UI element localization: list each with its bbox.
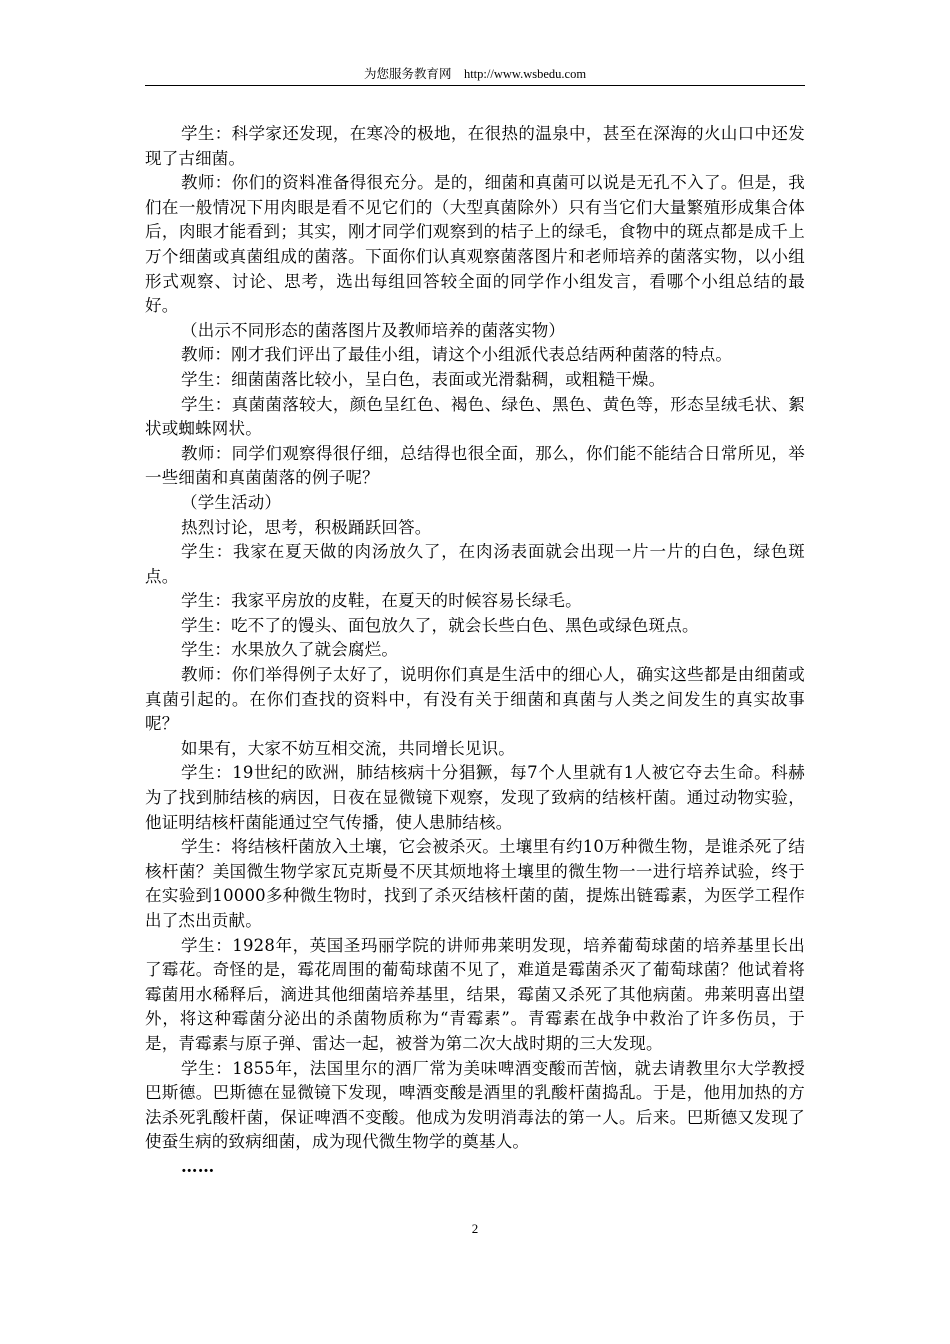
paragraph: 热烈讨论，思考，积极踊跃回答。 bbox=[181, 517, 432, 537]
paragraph: 学生：真菌菌落较大，颜色呈红色、褐色、绿色、黑色、黄色等，形态呈绒毛状、絮状或蜘蛛网状。 bbox=[145, 394, 805, 439]
paragraph: 学生：我家平房放的皮鞋，在夏天的时候容易长绿毛。 bbox=[181, 591, 582, 611]
header-url: http://www.wsbedu.com bbox=[463, 67, 587, 81]
document-body bbox=[145, 122, 805, 1180]
page-number: 2 bbox=[471, 1221, 479, 1236]
paragraph: （出示不同形态的菌落图片及教师培养的菌落实物） bbox=[181, 320, 566, 340]
header-divider bbox=[145, 85, 805, 86]
paragraph: 学生：吃不了的馒头、面包放久了，就会长些白色、黑色或绿色斑点。 bbox=[181, 615, 699, 635]
paragraph: 如果有，大家不妨互相交流，共同增长见识。 bbox=[181, 738, 515, 758]
paragraph: 学生：我家在夏天做的肉汤放久了，在肉汤表面就会出现一片一片的白色，绿色斑点。 bbox=[145, 542, 805, 586]
paragraph: 学生：水果放久了就会腐烂。 bbox=[181, 640, 399, 660]
paragraph: 学生：科学家还发现，在寒冷的极地，在很热的温泉中，甚至在深海的火山口中还发现了古细菌。 bbox=[145, 124, 805, 168]
page-header bbox=[145, 66, 805, 82]
paragraph: 教师：你们举得例子太好了，说明你们真是生活中的细心人，确实这些都是由细菌或真菌引起的。在你们查找的资料中，有没有关于细菌和真菌与人类之间发生的真实故事呢？ bbox=[145, 665, 805, 734]
header-site-name: 为您服务教育网 bbox=[363, 67, 452, 81]
paragraph: 学生：1855年，法国里尔的酒厂常为美味啤酒变酸而苦恼，就去请教里尔大学教授巴斯德。巴斯德在显微镜下发现，啤酒变酸是酒里的乳酸杆菌捣乱。于是，他用加热的方法杀死乳酸杆菌，保证啤酒不变酸。他成为发明消毒法的第一人。后来。巴斯德又发现了使蚕生病的致病细菌，成为现代微生物学的奠基人。 bbox=[145, 1058, 805, 1152]
paragraph: 学生：19世纪的欧洲，肺结核病十分猖獗，每7个人里就有1人被它夺去生命。科赫为了找到肺结核的病因，日夜在显微镜下观察，发现了致病的结核杆菌。通过动物实验，他证明结核杆菌能通过空气传播，使人患肺结核。 bbox=[145, 763, 805, 832]
paragraph: 教师：你们的资料准备得很充分。是的，细菌和真菌可以说是无孔不入了。但是，我们在一般情况下用肉眼是看不见它们的（大型真菌除外）只有当它们大量繁殖形成集合体后，肉眼才能看到；其实，刚才同学们观察到的桔子上的绿毛，食物中的斑点都是成千上万个细菌或真菌组成的菌落。下面你们认真观察菌落图片和老师培养的菌落实物，以小组形式观察、讨论、思考，选出每组回答较全面的同学作小组发言，看哪个小组总结的最好。 bbox=[145, 173, 805, 316]
paragraph: 学生：将结核杆菌放入土壤，它会被杀灭。土壤里有约10万种微生物，是谁杀死了结核杆菌？美国微生物学家瓦克斯曼不厌其烦地将土壤里的微生物一一进行培养试验，终于在实验到10000多种微生物时，找到了杀灭结核杆菌的菌，提炼出链霉素，为医学工程作出了杰出贡献。 bbox=[145, 837, 805, 930]
ellipsis-paragraph: …… bbox=[181, 1156, 215, 1176]
paragraph: 教师：刚才我们评出了最佳小组，请这个小组派代表总结两种菌落的特点。 bbox=[181, 345, 733, 365]
paragraph: 学生：1928年，英国圣玛丽学院的讲师弗莱明发现，培养葡萄球菌的培养基里长出了霉花。奇怪的是，霉花周围的葡萄球菌不见了，难道是霉菌杀灭了葡萄球菌？他试着将霉菌用水稀释后，滴进其他细菌培养基里，结果，霉菌又杀死了其他病菌。弗莱明喜出望外，将这种霉菌分泌出的杀菌物质称为“青霉素”。青霉素在战争中救治了许多伤员，于是，青霉素与原子弹、雷达一起，被誉为第二次大战时期的三大发现。 bbox=[145, 935, 805, 1053]
paragraph: 学生：细菌菌落比较小，呈白色，表面或光滑黏稠，或粗糙干燥。 bbox=[181, 369, 666, 389]
paragraph: 教师：同学们观察得很仔细，总结得也很全面，那么，你们能不能结合日常所见，举一些细菌和真菌菌落的例子呢？ bbox=[145, 443, 805, 488]
paragraph: （学生活动） bbox=[181, 492, 282, 512]
